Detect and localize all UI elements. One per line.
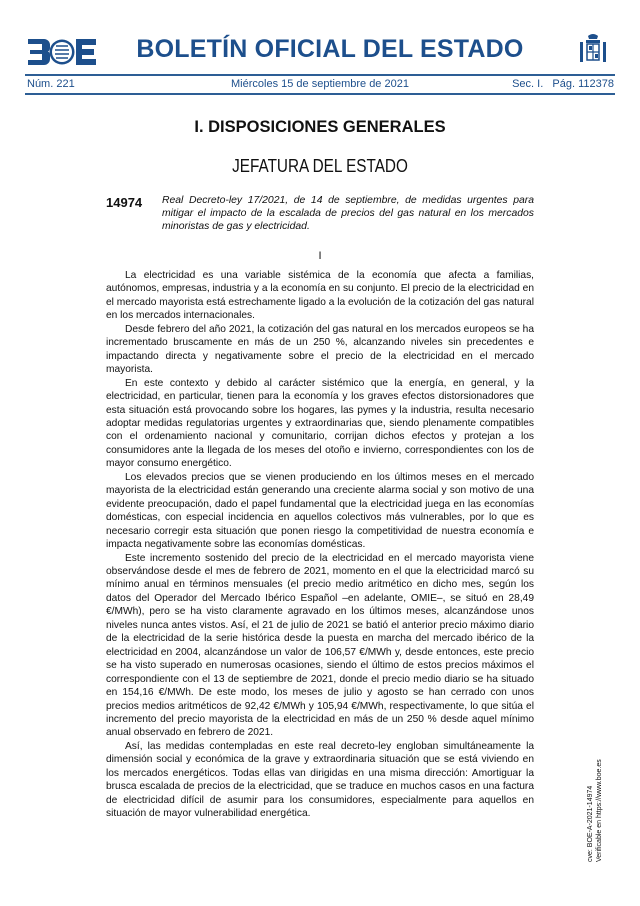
part-marker: I [318,250,322,262]
coat-of-arms-icon [576,32,610,66]
paragraph: Así, las medidas contempladas en este real decreto-ley engloban simultáneamente la dimensión social y económica de la grave y extraordinaria situación que se está viviendo en los mercados energéticos. Todas ellas van dirigidas en una misma dirección: Amortiguar la brusca escalada de precios de la electricidad, que se traduce en muchos casos en una factura de electricidad difícil de asumir para los consumidores, especialmente para aquellos en situación de mayor vulnerabilidad energética. [106,740,534,820]
section-page: Sec. I. Pág. 112378 [512,78,614,90]
paragraph: Este incremento sostenido del precio de la electricidad en el mercado mayorista viene observándose desde el mes de febrero de 2021, momento en el que la electricidad marcó su mínimo anual en términos mensuales (el precio medio aritmético en dicho mes, según los datos del Operador del Mercado Ibérico Español –en adelante, OMIE–, se situó en 28,49 €/MWh), pero se ha visto claramente agravado en los últimos meses, alcanzándose unos niveles nunca antes vistos. Así, el 21 de julio de 2021 se batió el anterior precio máximo diario de la electricidad de la serie histórica desde la puesta en marcha del mercado ibérico de la electricidad en 2004, alcanzándose un valor de 106,57 €/MWh y, desde entonces, este precio se ha visto superado en numerosas ocasiones, siendo el último de estos precios máximos el correspondiente con el 13 de septiembre de 2021, donde el precio medio diario se ha situado en 154,16 €/MWh. De este modo, los meses de julio y agosto se han cerrado con unos precios medios aritméticos de 92,42 €/MWh y 105,94 €/MWh, respectivamente, lo que sitúa el incremento del precio mayorista de la electricidad en más de un 250 % desde aquel mínimo anual observado en febrero de 2021. [106,552,534,739]
gazette-title: BOLETÍN OFICIAL DEL ESTADO [136,35,524,63]
header-rule-top [25,74,615,76]
section-heading: I. DISPOSICIONES GENERALES [194,118,446,136]
verification-margin [586,759,604,862]
document-body [106,269,534,821]
paragraph: Los elevados precios que se vienen produciendo en los últimos meses en el mercado mayorista de la electricidad están generando una creciente alarma social y son motivo de una evidente preocupación, dado el papel fundamental que la electricidad juega en las economías domésticas, con especial incidencia en aquellos colectivos más vulnerables, por lo que es necesario corregir esta situación que ponen riesgo la competitividad de nuestra economía e impacta negativamente sobre las economías domésticas. [106,471,534,551]
verification-link[interactable]: Verificable en https://www.boe.es [596,759,603,862]
issue-number: Núm. 221 [27,78,75,90]
organization-heading: JEFATURA DEL ESTADO [232,156,408,176]
paragraph: En este contexto y debido al carácter sistémico que la energía, en general, y la electricidad, en particular, tienen para la economía y los graves efectos distorsionadores que esta situación está provocando sobre los hogares, las pymes y la industria, resulta necesario adoptar medidas regulatorias urgentes y extraordinarias que, siendo plenamente compatibles con el ordenamiento nacional y comunitario, corrijan dichos efectos y protejan a los consumidores ante la llegada de los meses del otoño e invierno, correspondientes con los de mayor consumo energético. [106,377,534,470]
issue-date: Miércoles 15 de septiembre de 2021 [231,78,409,90]
paragraph: La electricidad es una variable sistémica de la economía que afecta a familias, autónomos, empresas, industria y a la economía en su conjunto. El precio de la electricidad en el mercado mayorista está estrechamente ligado a la evolución de la cotización del gas natural en los mercados internacionales. [106,270,534,322]
header-rule-bottom [25,93,615,95]
paragraph: Desde febrero del año 2021, la cotización del gas natural en los mercados europeos se ha incrementado bruscamente en más de un 250 %, alcanzando niveles sin precedentes e impactando directa y negativamente sobre el precio de la electricidad en el mercado mayorista. [106,323,534,376]
boe-logo-icon [27,38,97,66]
decree-title: Real Decreto-ley 17/2021, de 14 de septiembre, de medidas urgentes para mitigar el impacto de la escalada de precios del gas natural en los mercados minoristas de gas y electricidad. [162,195,534,232]
decree-number: 14974 [106,195,143,210]
cve-code: cve: BOE-A-2021-14974 [587,785,594,862]
